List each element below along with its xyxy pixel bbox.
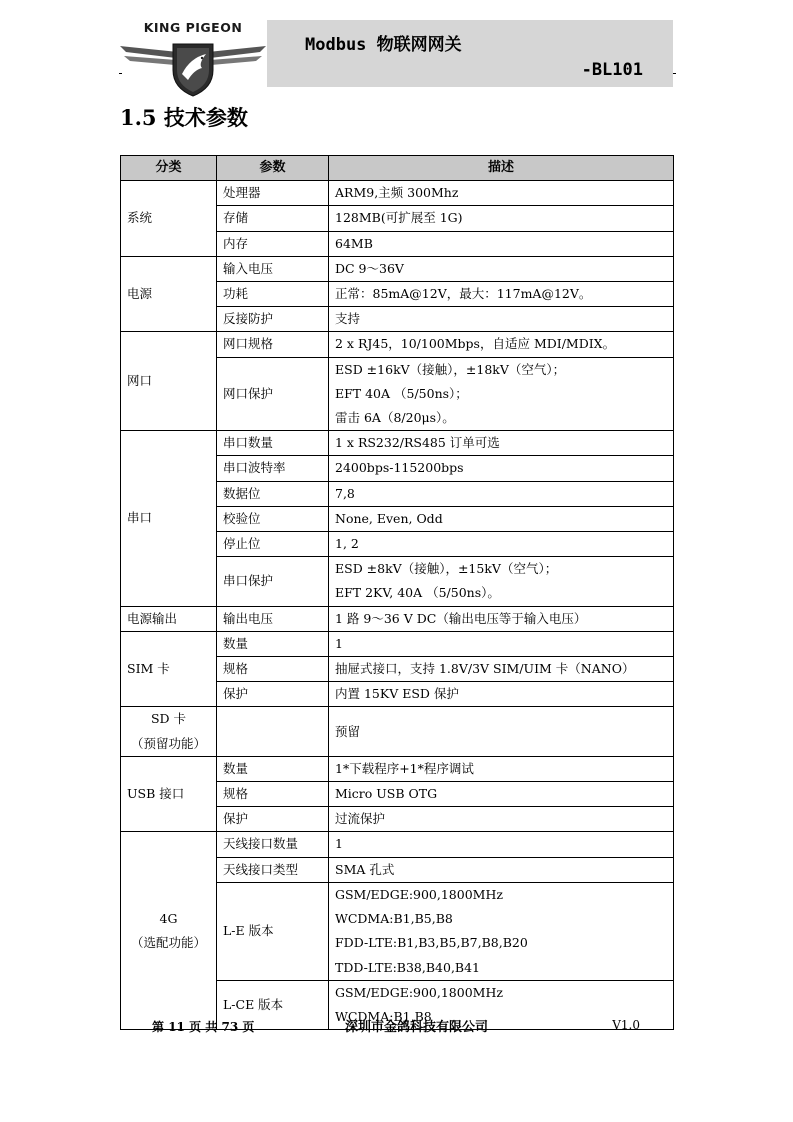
document-version: V1.0 — [612, 1018, 640, 1032]
param-cell: 数量 — [217, 631, 329, 656]
corner-mark — [673, 73, 676, 74]
param-cell: 保护 — [217, 682, 329, 707]
param-cell: 网口保护 — [217, 357, 329, 431]
pigeon-shield-icon — [118, 36, 268, 98]
table-row — [121, 256, 674, 281]
param-cell: 数据位 — [217, 481, 329, 506]
category-cell — [121, 832, 217, 1030]
param-cell: 串口数量 — [217, 431, 329, 456]
param-cell: 网口规格 — [217, 332, 329, 357]
table-row — [121, 756, 674, 781]
document-title: Modbus 物联网网关 — [305, 35, 462, 55]
desc-cell: 预留 — [329, 707, 674, 756]
param-cell: 规格 — [217, 657, 329, 682]
desc-cell: None, Even, Odd — [329, 506, 674, 531]
category-line: SD 卡 — [150, 711, 187, 727]
param-cell — [217, 707, 329, 756]
category-line: （选配功能） — [130, 934, 206, 950]
table-row — [121, 631, 674, 656]
desc-cell: 支持 — [329, 307, 674, 332]
category-cell: 串口 — [121, 431, 217, 606]
desc-line: FDD-LTE:B1,B3,B5,B7,B8,B20 — [335, 935, 528, 951]
table-header-row — [121, 156, 674, 181]
page-total: 73 — [221, 1020, 239, 1034]
desc-line: EFT 40A （5/50ns）； — [335, 385, 468, 401]
param-cell: 串口波特率 — [217, 456, 329, 481]
page-middle: 页 共 — [189, 1020, 218, 1034]
desc-cell: 抽屉式接口，支持 1.8V/3V SIM/UIM 卡（NANO） — [329, 657, 674, 682]
desc-cell: 64MB — [329, 231, 674, 256]
category-cell: 网口 — [121, 332, 217, 431]
desc-cell: 过流保护 — [329, 807, 674, 832]
table-row — [121, 707, 674, 756]
page-prefix: 第 — [152, 1020, 165, 1034]
desc-cell: 2 x RJ45，10/100Mbps，自适应 MDI/MDIX。 — [329, 332, 674, 357]
desc-cell: DC 9～36V — [329, 256, 674, 281]
page-number — [152, 1018, 254, 1035]
param-cell: 功耗 — [217, 282, 329, 307]
page-footer — [120, 1016, 673, 1036]
desc-cell: 7,8 — [329, 481, 674, 506]
desc-cell: 1*下载程序+1*程序调试 — [329, 756, 674, 781]
desc-line: ESD ±16kV（接触），±18kV（空气）； — [335, 361, 566, 377]
category-cell: SIM 卡 — [121, 631, 217, 707]
desc-cell: 正常：85mA@12V，最大：117mA@12V。 — [329, 282, 674, 307]
desc-cell: Micro USB OTG — [329, 782, 674, 807]
desc-line: EFT 2KV, 40A （5/50ns）。 — [335, 585, 500, 601]
desc-line: 雷击 6A（8/20μs）。 — [335, 410, 455, 426]
desc-cell: SMA 孔式 — [329, 857, 674, 882]
header-category: 分类 — [121, 156, 217, 181]
table-row — [121, 606, 674, 631]
desc-cell: 1 路 9～36 V DC（输出电压等于输入电压） — [329, 606, 674, 631]
param-cell: 天线接口类型 — [217, 857, 329, 882]
header-bar — [267, 20, 673, 87]
param-cell: L-CE 版本 — [217, 980, 329, 1029]
header-description: 描述 — [329, 156, 674, 181]
desc-line: ESD ±8kV（接触），±15kV（空气）； — [335, 561, 558, 577]
param-cell: 处理器 — [217, 181, 329, 206]
desc-line: GSM/EDGE:900,1800MHz — [335, 886, 503, 902]
category-cell: 系统 — [121, 181, 217, 257]
section-title: 1.5 技术参数 — [120, 105, 248, 130]
header-parameter: 参数 — [217, 156, 329, 181]
param-cell: 输入电压 — [217, 256, 329, 281]
table-row — [121, 431, 674, 456]
model-number: -BL101 — [581, 60, 643, 80]
table-row — [121, 332, 674, 357]
table-row — [121, 832, 674, 857]
param-cell: 天线接口数量 — [217, 832, 329, 857]
param-cell: 保护 — [217, 807, 329, 832]
company-logo — [118, 20, 268, 95]
param-cell: 校验位 — [217, 506, 329, 531]
param-cell: 停止位 — [217, 532, 329, 557]
param-cell: 存储 — [217, 206, 329, 231]
logo-brand-text: KING PIGEON — [143, 20, 243, 35]
category-line: （预留功能） — [130, 735, 206, 751]
desc-cell: 1 x RS232/RS485 订单可选 — [329, 431, 674, 456]
desc-line: WCDMA:B1,B8 — [335, 1008, 432, 1024]
desc-cell: 内置 15KV ESD 保护 — [329, 682, 674, 707]
desc-cell — [329, 557, 674, 606]
param-cell: 串口保护 — [217, 557, 329, 606]
spec-table — [120, 155, 674, 1030]
param-cell: 内存 — [217, 231, 329, 256]
category-cell — [121, 707, 217, 756]
param-cell: 反接防护 — [217, 307, 329, 332]
desc-cell: ARM9,主频 300Mhz — [329, 181, 674, 206]
category-line: 4G — [159, 910, 178, 926]
desc-cell — [329, 357, 674, 431]
desc-cell: 2400bps-115200bps — [329, 456, 674, 481]
corner-mark — [119, 73, 122, 74]
category-cell: 电源 — [121, 256, 217, 332]
page-suffix: 页 — [242, 1020, 255, 1034]
desc-cell: 1, 2 — [329, 532, 674, 557]
desc-line: TDD-LTE:B38,B40,B41 — [335, 959, 481, 975]
param-cell: 规格 — [217, 782, 329, 807]
category-cell: 电源输出 — [121, 606, 217, 631]
table-row — [121, 181, 674, 206]
desc-cell — [329, 882, 674, 980]
company-name: 深圳市金鸽科技有限公司 — [345, 1020, 489, 1035]
desc-cell: 1 — [329, 631, 674, 656]
desc-line: GSM/EDGE:900,1800MHz — [335, 984, 503, 1000]
desc-line: WCDMA:B1,B5,B8 — [335, 911, 453, 927]
page-current: 11 — [168, 1020, 185, 1034]
param-cell: 输出电压 — [217, 606, 329, 631]
param-cell: 数量 — [217, 756, 329, 781]
category-cell: USB 接口 — [121, 756, 217, 832]
desc-cell: 1 — [329, 832, 674, 857]
desc-cell: 128MB(可扩展至 1G) — [329, 206, 674, 231]
param-cell: L-E 版本 — [217, 882, 329, 980]
